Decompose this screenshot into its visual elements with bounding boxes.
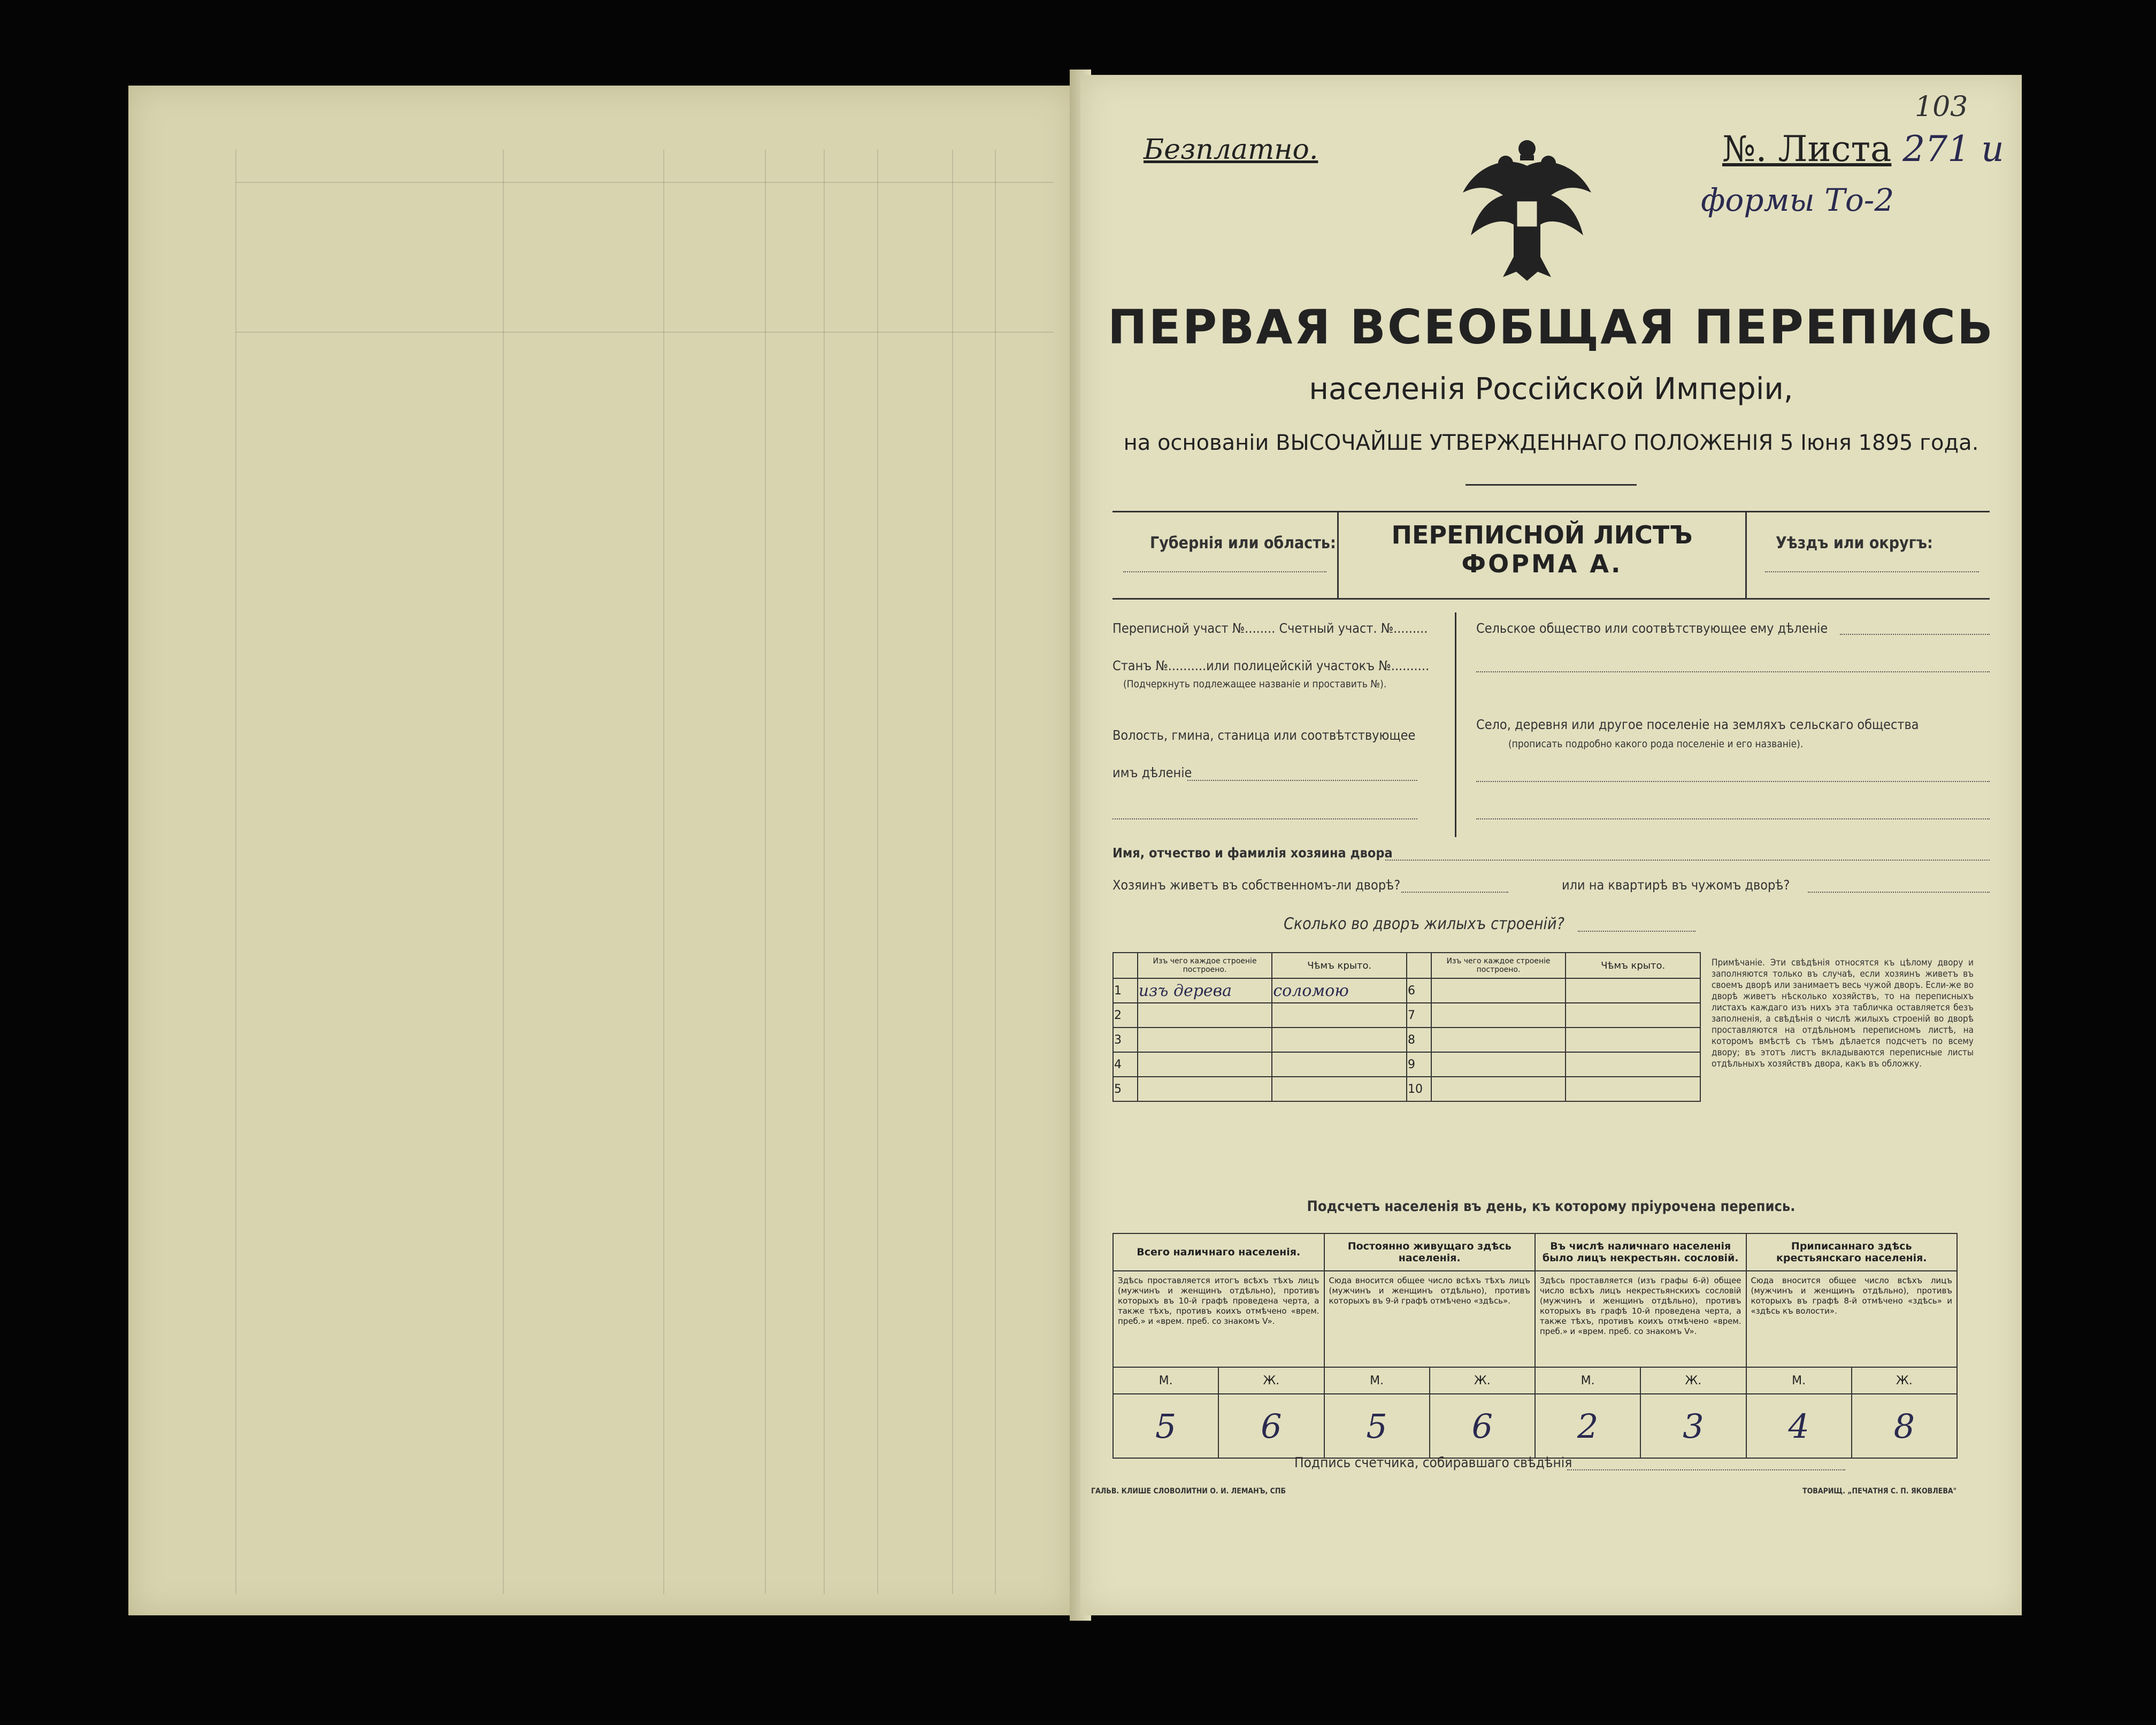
buildings-table	[1112, 952, 1701, 1102]
volost-label-2: имъ дѣленіе	[1112, 765, 1192, 780]
row-number: 10	[1407, 1077, 1431, 1101]
group-head: Постоянно живущаго здѣсь населенія.	[1324, 1233, 1536, 1271]
double-headed-eagle-icon	[1455, 134, 1599, 283]
col-material-header: Изъ чего каждое строеніе построено.	[1138, 953, 1272, 978]
row-number: 1	[1113, 978, 1138, 1003]
col-roof-header: Чѣмъ крыто.	[1566, 953, 1700, 978]
divider-ornament	[1466, 484, 1637, 486]
census-form-page	[1080, 75, 2022, 1615]
owner-name-field[interactable]	[1385, 860, 1990, 861]
cell[interactable]	[1138, 1003, 1272, 1028]
male-header: М.	[1746, 1367, 1852, 1394]
cell[interactable]	[1566, 1077, 1700, 1101]
footer-printer-right: ТОВАРИЩ. „ПЕЧАТНЯ С. П. ЯКОВЛЕВА"	[1802, 1487, 1957, 1496]
male-count[interactable]: 5	[1324, 1394, 1430, 1458]
owner-rents-label: или на квартирѣ въ чужомъ дворѣ?	[1562, 877, 1790, 893]
female-count[interactable]: 6	[1430, 1394, 1535, 1458]
female-count[interactable]: 8	[1852, 1394, 1957, 1458]
selo-field[interactable]	[1476, 781, 1990, 782]
ruling	[663, 150, 664, 1594]
ruling	[235, 182, 1054, 183]
male-count[interactable]: 2	[1535, 1394, 1640, 1458]
ruling	[995, 150, 996, 1594]
group-desc: Сюда вносится общее число всѣхъ лицъ (мужчинъ и женщинъ отдѣльно), противъ которыхъ въ графѣ 8-й отмѣчено «здѣсь» и «здѣсь къ волости».	[1746, 1271, 1958, 1367]
cell[interactable]	[1272, 1052, 1407, 1077]
ruling	[235, 150, 236, 1594]
cell[interactable]	[1566, 1003, 1700, 1028]
owner-rents-field[interactable]	[1808, 892, 1990, 893]
ruling	[235, 332, 1054, 333]
form-title-line2: ФОРМА А.	[1461, 549, 1623, 578]
signature-field[interactable]	[1567, 1469, 1845, 1470]
row-number: 4	[1113, 1052, 1138, 1077]
volost-field[interactable]	[1187, 780, 1417, 781]
row-number: 6	[1407, 978, 1431, 1003]
sheet-number-value: 271 и	[1902, 128, 2004, 170]
ruling	[952, 150, 953, 1594]
cell[interactable]	[1272, 1077, 1407, 1101]
female-count[interactable]: 6	[1218, 1394, 1324, 1458]
male-header: М.	[1324, 1367, 1430, 1394]
selskoe-field[interactable]	[1840, 634, 1990, 635]
cell[interactable]	[1431, 978, 1566, 1003]
sheet-number-label: №. Листа 271 и	[1722, 128, 2004, 170]
male-count[interactable]: 5	[1113, 1394, 1218, 1458]
uezd-field[interactable]	[1765, 571, 1979, 572]
cell[interactable]	[1431, 1077, 1566, 1101]
population-title: Подсчетъ населенія въ день, къ которому пріурочена перепись.	[1307, 1198, 1796, 1215]
row1-material[interactable]: изъ дерева	[1138, 978, 1272, 1003]
cell[interactable]	[1138, 1028, 1272, 1052]
form-main-title: ПЕРВАЯ ВСЕОБЩАЯ ПЕРЕПИСЬ	[1108, 300, 1994, 355]
col-material-header: Изъ чего каждое строеніе построено.	[1431, 953, 1566, 978]
group-desc: Сюда вносится общее число всѣхъ тѣхъ лицъ (мужчинъ и женщинъ отдѣльно), противъ которыхъ въ 9-й графѣ отмѣчено «здѣсь».	[1324, 1271, 1536, 1367]
owner-lives-field[interactable]	[1401, 892, 1508, 893]
cell[interactable]	[1566, 978, 1700, 1003]
cell[interactable]	[1431, 1028, 1566, 1052]
row-number: 7	[1407, 1003, 1431, 1028]
ruling	[503, 150, 504, 1594]
col-roof-header: Чѣмъ крыто.	[1272, 953, 1407, 978]
stan-note: (Подчеркнуть подлежащее названіе и проставить №).	[1123, 678, 1387, 690]
buildings-field[interactable]	[1578, 931, 1695, 932]
cell[interactable]	[1431, 1052, 1566, 1077]
row-number: 5	[1113, 1077, 1138, 1101]
uchast-field[interactable]: Переписной участ №........ Счетный участ. №.........	[1112, 620, 1428, 636]
selskoe-label: Сельское общество или соотвѣтствующее ему дѣленіе	[1476, 620, 1828, 636]
owner-lives-label: Хозяинъ живетъ въ собственномъ-ли дворѣ?	[1112, 877, 1401, 893]
male-count[interactable]: 4	[1746, 1394, 1852, 1458]
free-label: Безплатно.	[1144, 134, 1318, 166]
form-title-cell	[1337, 512, 1747, 598]
female-header: Ж.	[1852, 1367, 1957, 1394]
female-count[interactable]: 3	[1640, 1394, 1746, 1458]
form-basis: на основаніи ВЫСОЧАЙШЕ УТВЕРЖДЕННАГО ПОЛОЖЕНІЯ 5 Іюня 1895 года.	[1123, 431, 1979, 455]
row-number: 8	[1407, 1028, 1431, 1052]
page-number: 103	[1915, 91, 1968, 123]
male-header: М.	[1113, 1367, 1218, 1394]
form-subtitle: населенія Россійской Имперіи,	[1309, 372, 1793, 407]
table-row	[1113, 978, 1700, 1003]
cell[interactable]	[1566, 1028, 1700, 1052]
selskoe-field-2[interactable]	[1476, 671, 1990, 672]
ruling	[765, 150, 766, 1594]
group-desc: Здѣсь проставляется итогъ всѣхъ тѣхъ лицъ (мужчинъ и женщинъ отдѣльно), противъ которыхъ въ 10-й графѣ проведена черта, а также тѣхъ, противъ коихъ отмѣчено «врем. преб.» и «врем. преб. со знакомъ V».	[1113, 1271, 1324, 1367]
row-number: 3	[1113, 1028, 1138, 1052]
volost-label: Волость, гмина, станица или соотвѣтствующее	[1112, 727, 1416, 743]
group-head: Въ числѣ наличнаго населенія было лицъ некрестьян. сословій.	[1535, 1233, 1746, 1271]
form-header-box	[1112, 511, 1990, 600]
group-head: Приписаннаго здѣсь крестьянскаго населенія.	[1746, 1233, 1958, 1271]
signature-label: Подпись счетчика, собиравшаго свѣдѣнія	[1294, 1455, 1572, 1471]
footer-printer-left: ГАЛЬВ. КЛИШЕ СЛОВОЛИТНИ О. И. ЛЕМАНЪ, СПБ	[1091, 1487, 1286, 1496]
male-header: М.	[1535, 1367, 1640, 1394]
row1-roof[interactable]: соломою	[1272, 978, 1407, 1003]
group-head: Всего наличнаго населенія.	[1113, 1233, 1324, 1271]
gubernia-label: Губернія или область:	[1150, 534, 1336, 553]
stan-field[interactable]: Станъ №..........или полицейскій участокъ №..........	[1112, 658, 1430, 673]
cell[interactable]	[1566, 1052, 1700, 1077]
volost-field-2[interactable]	[1112, 818, 1417, 819]
cell[interactable]	[1272, 1028, 1407, 1052]
population-table	[1112, 1233, 1958, 1459]
form-handwritten: формы То-2	[1701, 182, 1894, 218]
note-text: Примѣчаніе. Эти свѣдѣнія относятся къ цѣлому двору и заполняются только въ случаѣ, если хозяинъ живетъ въ своемъ дворѣ или занимаетъ весь чужой дворъ. Если-же во дворѣ живетъ нѣсколько хозяйствъ, то на переписныхъ листахъ каждаго изъ нихъ эта табличка оставляется безъ заполненія, а свѣдѣнія о числѣ жилыхъ строеній во дворѣ проставляются на отдѣльномъ переписномъ листѣ, на которомъ вмѣстѣ съ тѣмъ дѣлается подсчетъ по всему двору; въ этотъ листъ вкладываются переписные листы отдѣльныхъ хозяйствъ двора, какъ въ обложку.	[1712, 957, 1974, 1069]
selo-note: (прописать подробно какого рода поселеніе и его названіе).	[1508, 738, 1804, 750]
row-number: 9	[1407, 1052, 1431, 1077]
group-desc: Здѣсь проставляется (изъ графы 6-й) общее число всѣхъ лицъ некрестьянскихъ сословій (мужчинъ и женщинъ отдѣльно), противъ которыхъ въ графѣ 10-й проведена черта, а также тѣхъ, противъ коихъ отмѣчено «врем. преб.» и «врем. преб. со знакомъ V».	[1535, 1271, 1746, 1367]
cell[interactable]	[1138, 1052, 1272, 1077]
female-header: Ж.	[1218, 1367, 1324, 1394]
buildings-question: Сколько во дворъ жилыхъ строеній?	[1284, 915, 1564, 933]
cell[interactable]	[1272, 1003, 1407, 1028]
table-row	[1113, 1028, 1700, 1052]
owner-name-label: Имя, отчество и фамилія хозяина двора	[1112, 845, 1393, 861]
column-divider	[1455, 612, 1456, 837]
uezd-label: Уѣздъ или округъ:	[1776, 534, 1933, 553]
female-header: Ж.	[1430, 1367, 1535, 1394]
ruling	[877, 150, 878, 1594]
selo-label: Село, деревня или другое поселеніе на земляхъ сельскаго общества	[1476, 717, 1919, 732]
gubernia-field[interactable]	[1123, 571, 1326, 572]
selo-field-2[interactable]	[1476, 818, 1990, 819]
form-title-line1: ПЕРЕПИСНОЙ ЛИСТЪ	[1391, 520, 1693, 549]
cell[interactable]	[1138, 1077, 1272, 1101]
ruling	[824, 150, 825, 1594]
table-row	[1113, 1003, 1700, 1028]
female-header: Ж.	[1640, 1367, 1746, 1394]
cell[interactable]	[1431, 1003, 1566, 1028]
table-row	[1113, 1052, 1700, 1077]
row-number: 2	[1113, 1003, 1138, 1028]
left-page	[128, 86, 1075, 1615]
table-row	[1113, 1077, 1700, 1101]
